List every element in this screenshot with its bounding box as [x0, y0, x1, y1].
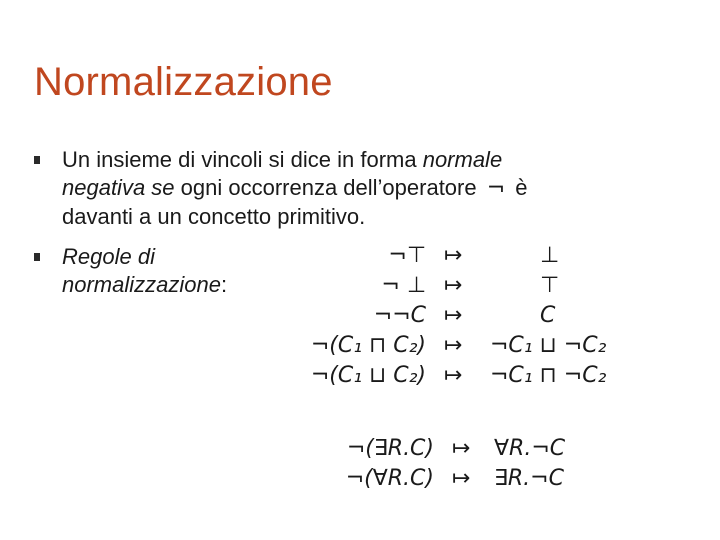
rule-1-arrow: ↦: [444, 243, 463, 268]
qrule-1-arrow: ↦: [452, 436, 471, 461]
qrule-2-rhs: ∃R.¬C: [494, 466, 564, 491]
rule-5-lhs: ¬(C₁ ⊔ C₂): [310, 363, 426, 388]
rule-5-rhs: ¬C₁ ⊓ ¬C₂: [490, 363, 607, 388]
rule-4-rhs: ¬C₁ ⊔ ¬C₂: [490, 333, 607, 358]
rule-1-lhs: ¬⊤: [388, 243, 426, 268]
rule-3-rhs: C: [540, 303, 556, 328]
bullet-1-line-1: Un insieme di vincoli si dice in forma normale: [62, 147, 503, 172]
bullet-2-text: [62, 243, 227, 299]
bullet-marker-icon: [34, 253, 40, 261]
bullet-2-line-1: Regole di: [62, 244, 155, 269]
rule-1-rhs: ⊥: [540, 243, 560, 268]
bullet-marker-icon: [34, 156, 40, 164]
bullet-1-text: [62, 146, 528, 231]
rule-4-arrow: ↦: [444, 333, 463, 358]
rule-2-arrow: ↦: [444, 273, 463, 298]
qrule-2-arrow: ↦: [452, 466, 471, 491]
rule-3-arrow: ↦: [444, 303, 463, 328]
rule-2-lhs: ¬ ⊥: [381, 273, 426, 298]
rule-5-arrow: ↦: [444, 363, 463, 388]
qrule-2-lhs: ¬(∀R.C): [345, 466, 434, 491]
rule-3-lhs: ¬¬C: [373, 303, 426, 328]
rule-4-lhs: ¬(C₁ ⊓ C₂): [310, 333, 426, 358]
negation-symbol: ¬: [486, 176, 506, 201]
qrule-1-lhs: ¬(∃R.C): [346, 436, 434, 461]
rule-2-rhs: ⊤: [540, 273, 560, 298]
qrule-1-rhs: ∀R.¬C: [494, 436, 566, 461]
bullet-1-line-2: negativa se ogni occorrenza dell’operatore ¬ è: [62, 175, 528, 201]
bullet-1-line-3: davanti a un concetto primitivo.: [62, 204, 366, 229]
slide-title: Normalizzazione: [34, 60, 333, 104]
bullet-2-line-2: normalizzazione:: [62, 272, 228, 297]
